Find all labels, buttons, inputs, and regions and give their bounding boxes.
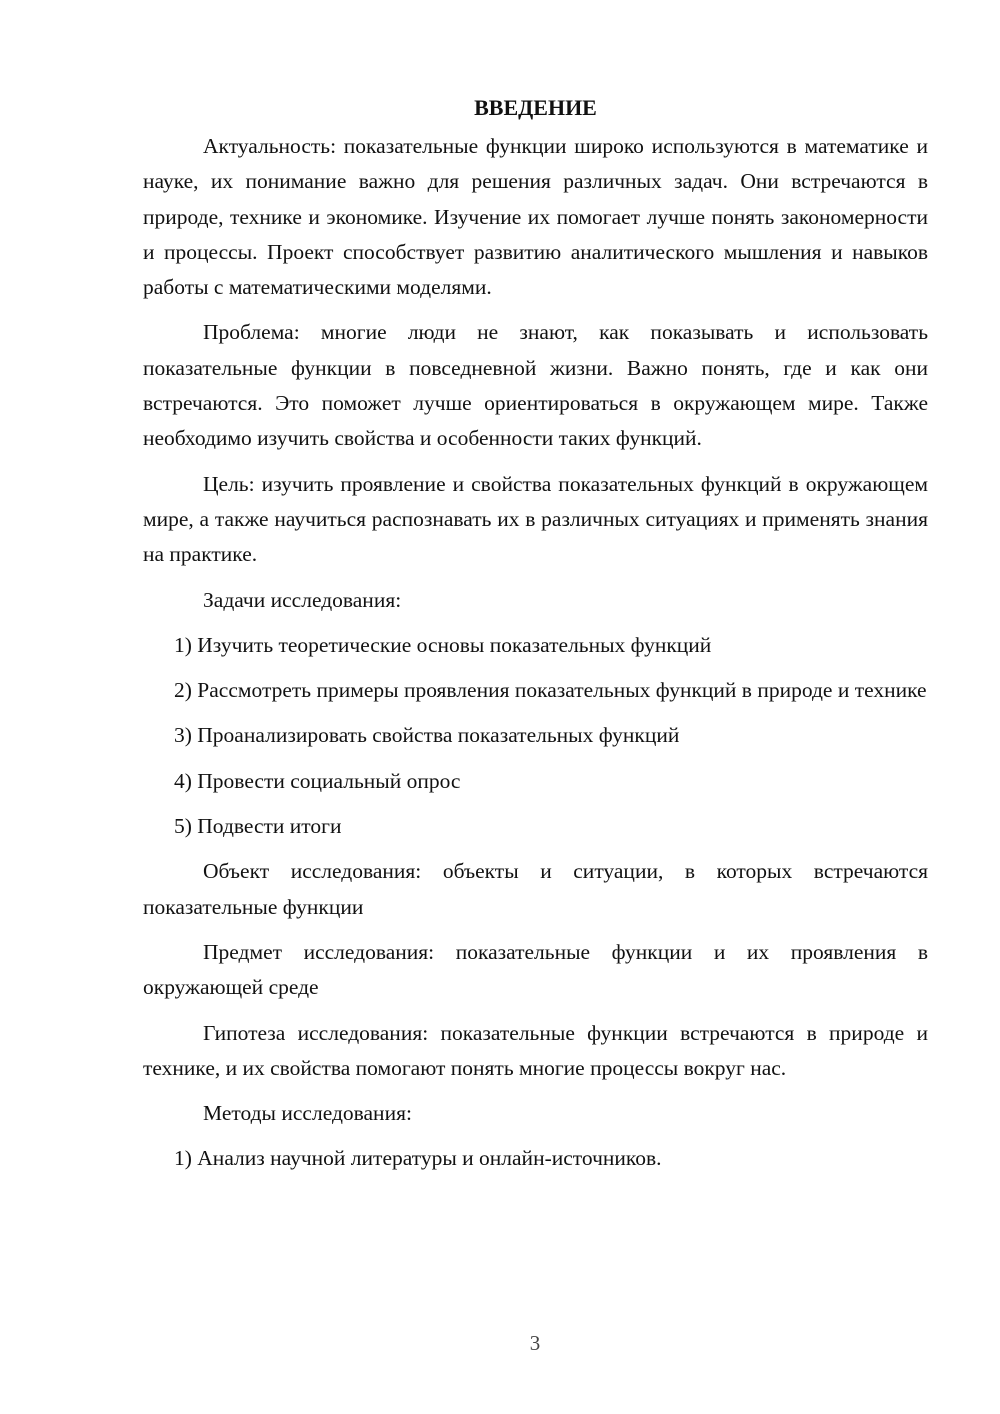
task-item: 3) Проанализировать свойства показательных функций [174,723,680,748]
methods-list [143,1141,928,1176]
task-item: 4) Провести социальный опрос [174,768,461,793]
tasks-heading: Задачи исследования: [203,587,402,612]
problem-paragraph: Проблема: многие люди не знают, как показывать и использовать показательные функции в повседневной жизни. Важно понять, где и как они встречаются. Это поможет лучше ориентироваться в окружающем мире. Также необходимо изучить свойства и особенности таких функций. [143,320,928,451]
tasks-list [143,628,928,844]
task-item: 5) Подвести итоги [174,814,342,839]
subject-paragraph: Предмет исследования: показательные функции и их проявления в окружающей среде [143,939,928,1000]
methods-heading: Методы исследования: [203,1101,412,1126]
page-number: 3 [529,1331,541,1355]
relevance-paragraph: Актуальность: показательные функции широко используются в математике и науке, их понимание важно для решения различных задач. Они встречаются в природе, технике и экономике. Изучение их помогает лучше понять закономерности и процессы. Проект способствует развитию аналитического мышления и навыков работы с математическими моделями. [143,134,928,300]
method-item: 1) Анализ научной литературы и онлайн-источников. [174,1146,662,1171]
document-page [143,90,928,1187]
hypothesis-paragraph: Гипотеза исследования: показательные функции встречаются в природе и технике, и их свойства помогают понять многие процессы вокруг нас. [143,1020,928,1080]
goal-paragraph: Цель: изучить проявление и свойства показательных функций в окружающем мире, а также научиться распознавать их в различных ситуациях и применять знания на практике. [143,471,928,567]
task-item: 2) Рассмотреть примеры проявления показательных функций в природе и технике [174,678,927,703]
task-item: 1) Изучить теоретические основы показательных функций [174,632,712,657]
section-heading: ВВЕДЕНИЕ [474,95,597,120]
object-paragraph: Объект исследования: объекты и ситуации, в которых встречаются показательные функции [143,859,928,919]
